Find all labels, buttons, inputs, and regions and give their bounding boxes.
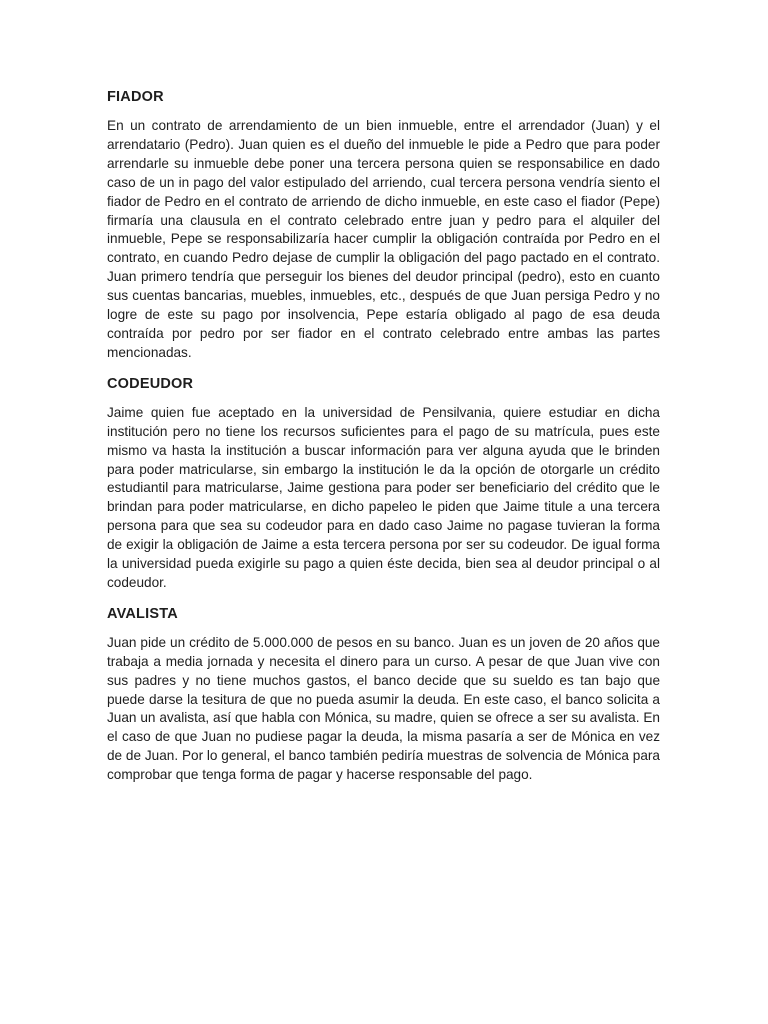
section-fiador bbox=[107, 88, 660, 363]
section-heading-avalista: AVALISTA bbox=[107, 605, 178, 622]
section-avalista bbox=[107, 605, 660, 785]
section-heading-fiador: FIADOR bbox=[107, 89, 164, 105]
section-body-fiador: En un contrato de arrendamiento de un bien inmueble, entre el arrendador (Juan) y el arrendatario (Pedro). Juan quien es el dueño del inmueble le pide a Pedro que para poder arrendarle su inmueble debe poner una tercera persona quien se responsabilice en dado caso de un in pago del valor estipulado del arriendo, cual tercera persona vendría siento el fiador de Pedro en el contrato de arriendo de dicho inmueble, en este caso el fiador (Pepe) firmaría una clausula en el contrato celebrado entre juan y pedro para el alquiler del inmueble, Pepe se responsabilizaría hacer cumplir la obligación contraída por Pedro en el contrato, en cuando Pedro dejase de cumplir la obligación del pago pactado en el contrato. Juan primero tendría que perseguir los bienes del deudor principal (pedro), esto en cuanto sus cuentas bancarias, muebles, inmuebles, etc., después de que Juan persiga Pedro y no logre de este su pago por insolvencia, Pepe estaría obligado al pago de esa deuda contraída por pedro por ser fiador en el contrato celebrado entre ambas las partes mencionadas. bbox=[107, 118, 660, 360]
section-body-avalista: Juan pide un crédito de 5.000.000 de pesos en su banco. Juan es un joven de 20 años que trabaja a media jornada y necesita el dinero para un curso. A pesar de que Juan vive con sus padres y no tiene muchos gastos, el banco decide que su sueldo es tan bajo que puede darse la tesitura de que no pueda asumir la deuda. En este caso, el banco solicita a Juan un avalista, así que habla con Mónica, su madre, quien se ofrece a ser su avalista. En el caso de que Juan no pudiese pagar la deuda, la misma pasaría a ser de Mónica en vez de de Juan. Por lo general, el banco también pediría muestras de solvencia de Mónica para comprobar que tenga forma de pagar y hacerse responsable del pago. bbox=[107, 634, 660, 783]
document-page bbox=[107, 88, 660, 797]
section-body-codeudor: Jaime quien fue aceptado en la universidad de Pensilvania, quiere estudiar en dicha institución pero no tiene los recursos suficientes para el pago de su matrícula, pues este mismo va hasta la institución a buscar información para ver alguna ayuda que le brinden para poder matricularse, sin embargo la institución le da la opción de otorgarle un crédito estudiantil para matricularse, Jaime gestiona para poder ser beneficiario del crédito que le brindan para poder matricularse, en dicho papeleo le piden que Jaime titule a una tercera persona para que sea su codeudor para en dado caso Jaime no pagase tuvieran la forma de exigir la obligación de Jaime a esta tercera persona por ser su codeudor. De igual forma la universidad pueda exigirle su pago a quien éste decida, bien sea al deudor principal o al codeudor. bbox=[107, 404, 660, 590]
section-codeudor bbox=[107, 375, 660, 593]
section-heading-codeudor: CODEUDOR bbox=[107, 375, 194, 392]
